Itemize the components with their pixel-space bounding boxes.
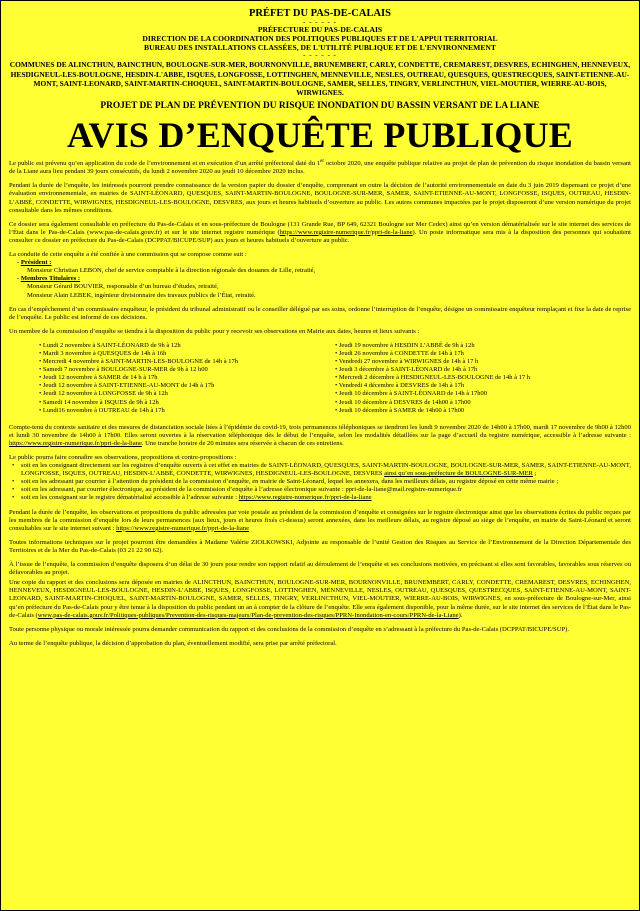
- project-title: PROJET DE PLAN DE PRÉVENTION DU RISQUE INONDATION DU BASSIN VERSANT DE LA LIANE: [100, 101, 540, 112]
- member-name: Monsieur Gérard BOUVIER, responsable d’un bureau d’études, retraité,: [27, 283, 219, 291]
- permanence-item: • Jeudi 12 novembre à SAMER de 14 h à 17h: [39, 374, 335, 382]
- permanence-item: • Jeudi 10 décembre à SAMER de 14h00 à 17h00: [335, 407, 631, 415]
- list-item: • soit en les consignant directement sur les registres d’enquête ouverts à cet effet en mairies de SAINT-LÉONARD, QUESQUES, SAINT-MARTIN-BOULOGNE, BOULOGNE-SUR-MER, SAMER, SAINT-ETIENNE-AU-MONT, LONGFOSSE, ISQUES, OUTREAU, HESDIN-L’ABBÉ, CONDETTE, WIRWIGNES, HESDIGNEUL-LES-BOULOGNE, DESVRES ainsi qu’en sous-préfecture de BOULOGNE-SUR-MER ;: [9, 462, 631, 478]
- president-name: Monsieur Christian LEBON, chef de service comptable à la direction régionale des douanes de Lille, retraité,: [27, 267, 316, 275]
- list-item: • soit en les adressant par courrier à l’attention du président de la commission d’enquête, en mairie de Saint-Léonard, lequel les annexera, dans les meilleurs délais, au registre déposé en cette même mairie ;: [9, 478, 631, 486]
- permanences-column-right: [335, 342, 631, 415]
- consultation-paragraph: Pendant la durée de l’enquête, les intéressés pourront prendre connaissance de la version papier du dossier d’enquête, comprenant en outre la décision de l’autorité environnementale en date du 3 juin 2019 dispensant ce projet d’une évaluation environnementale, en mairies de SAINT-LÉONARD, QUESQUES, SAINT-MARTIN-BOULOGNE, BOULOGNE-SUR-MER, SAMER, SAINT-ETIENNE-AU-MONT, LONGFOSSE, ISQUES, OUTREAU, HESDIN-L’ABBÉ, CONDETTE, WIRWIGNES, HESDIGNEUL-LES-BOULOGNE, DESVRES, aux jours et heures habituels d’ouverture au public. Les autres communes impactées par le projet disposeront d’une version numérique du projet consultable dans les mêmes conditions.: [9, 182, 631, 214]
- prefecture-heading: PRÉFECTURE DU PAS-DE-CALAIS: [257, 25, 383, 34]
- member-name: Monsieur Alain LEBEK, ingénieur divisionnaire des travaux publics de l’État, retraité.: [27, 291, 256, 299]
- observation-methods: [9, 462, 631, 502]
- permanence-item: • Samedi 14 novembre à ISQUES de 9h à 12h: [39, 399, 335, 407]
- online-dossier-paragraph: Ce dossier sera également consultable en préfecture du Pas-de-Calais et en sous-préfecture de Boulogne (131 Grande Rue, BP 649, 62321 Boulogne sur Mer Cedex) ainsi qu’en version dématérialisée sur le site internet des services de l’État dans le Pas-de-Calais (www.pas-de-calais.gouv.fr) et sur le site internet registre numérique (https://www.registre-numerique.fr/ppri-de-la-liane). Un poste informatique sera mis à la disposition des personnes qui souhaitent consulter ce dossier en préfecture du Pas-de-Calais (DCPPAT/BICUPE/SUP) aux jours et heures habituels d’ouverture au public.: [9, 220, 632, 244]
- bureau-heading: BUREAU DES INSTALLATIONS CLASSÉES, DE L'UTILITÉ PUBLIQUE ET DE L'ENVIRONNEMENT: [144, 42, 496, 52]
- permanence-item: • Jeudi 26 novembre à CONDETTE de 14h à 17h: [335, 350, 631, 358]
- notice-title: AVIS D’ENQUÊTE PUBLIQUE: [66, 115, 574, 156]
- permanence-item: • Mercredi 4 novembre à SAINT-MARTIN-LES-BOULOGNE de 14h à 17h: [39, 358, 335, 366]
- permanence-item: • Jeudi 12 novembre à SAINT-ETIENNE-AU-MONT de 14h à 17h: [39, 382, 335, 390]
- registry-link[interactable]: https://www.registre-numerique.fr/ppri-de-la-liane: [238, 494, 372, 502]
- communication-paragraph: Toute personne physique ou morale intéressée pourra demander communication du rapport et des conclusions de la commission d’enquête en s’adressant à la préfecture du Pas-de-Calais (DCPPAT/BICUPE/SUP).: [9, 625, 569, 633]
- permanences-intro: Un membre de la commission d’enquête se tiendra à la disposition du public pour y recevoir ses observations en Mairie aux dates, heures et lieux suivants :: [9, 327, 420, 335]
- permanence-item: • Vendredi 27 novembre à WIRWIGNES de 14h à 17 h: [335, 358, 631, 366]
- commission-section: [9, 251, 631, 300]
- permanences-column-left: [39, 342, 335, 415]
- prefecture-link[interactable]: www.pas-de-calais.gouv.fr/Politiques-publiques/Prevention-des-risques-majeurs/Plan-de-prevention-des-risques/PPRN-Inondation-en-cours/PPRN-de-la-Liane: [37, 611, 459, 619]
- permanence-item: • Jeudi 10 décembre à DESVRES de 14h00 à 17h00: [335, 399, 631, 407]
- permanence-item: • Lundi16 novembre à OUTREAU de 14h à 17h: [39, 407, 335, 415]
- divider-dashes: - - - - - -: [303, 51, 337, 60]
- direction-heading: DIRECTION DE LA COORDINATION DES POLITIQUES PUBLIQUES ET DE L'APPUI TERRITORIAL: [142, 33, 498, 43]
- divider-dashes: - - - - - -: [303, 18, 337, 26]
- observations-intro: Le public pourra faire connaître ses observations, propositions et contre-propositions :: [9, 454, 237, 462]
- president-label: - Président :: [17, 259, 52, 267]
- registry-link[interactable]: https://www.registre-numerique.fr/ppri-de-la-liane: [116, 524, 250, 532]
- report-copy-paragraph: Une copie du rapport et des conclusions sera déposée en mairies de ALINCTHUN, BAINCTHUN, BOULOGNE-SUR-MER, BOURNONVILLE, BRUNEMBERT, CARLY, CONDETTE, CREMAREST, DESVRES, ECHINGHEN, HENNEVEUX, HESDIGNEUL-LES-BOULOGNE, HESDIN-L’ABBE, ISQUES, LONGFOSSE, LOTTINGHEN, MENNEVILLE, NESLES, OUTREAU, QUESQUES, QUESTRECQUES, SAINT-ETIENNE-AU-MONT, SAINT-LEONARD, SAINT-MARTIN-CHOQUEL, SAINT-MARTIN-BOULOGNE, SAMER, SELLES, TINGRY, VERLINCTHUN, VIEL-MOUTIER, WIERRE-AU-BOIS, WIRWIGNES, en sous-préfecture de Boulogne-sur-Mer, ainsi qu’en préfecture du Pas-de-Calais pour y être tenue à la disposition du public pendant un an à compter de la clôture de l’enquête. Elle sera également disponible, pour la même durée, sur le site internet des services de l’État dans le Pas-de-Calais (www.pas-de-calais.gouv.fr/Politiques-publiques/Prevention-des-risques-majeurs/Plan-de-prevention-des-risques/PPRN-Inondation-en-cours/PPRN-de-la-Liane).: [9, 579, 631, 619]
- permanence-item: • Jeudi 19 novembre à HESDIN L’ABBÉ de 9h à 12h: [335, 342, 631, 350]
- list-item: • soit en les consignant sur le registre dématérialisé accessible à l’adresse suivante : https://www.registre-numerique.fr/ppri-de-la-liane: [9, 494, 631, 502]
- list-item: • soit en les adressant, par courrier électronique, au président de la commission d’enquête à l’adresse électronique suivante : ppri-de-la-liane@mail.registre-numerique.fr: [9, 486, 631, 494]
- observations-annex-paragraph: Pendant la durée de l’enquête, les observations et propositions du public adressées par voie postale au président de la commission d’enquête et consignées sur le registre électronique ainsi que les observations écrites du public reçues par les membres de la commission d’enquête lors de leurs permanences (aux lieux, jours et heures fixés ci-dessus) seront annexées, dans les meilleurs délais, au registre déposé au siège de l’enquête, en mairie de Saint-Léonard et seront consultables sur le site internet suivant : https://www.registre-numerique.fr/ppri-de-la-liane: [9, 508, 631, 532]
- permanences-list: [9, 342, 631, 415]
- permanence-item: • Mardi 3 novembre à QUESQUES de 14h à 16h: [39, 350, 335, 358]
- commission-intro: La conduite de cette enquête a été confiée à une commission qui se compose comme suit :: [9, 251, 247, 259]
- replacement-paragraph: En cas d’empêchement d’un commissaire enquêteur, le président du tribunal administratif ou le conseiller délégué par ses soins, ordonne l’interruption de l’enquête, désigne un commissaire enquêteur remplaçant et fixe la date de reprise de l’enquête. Le public est informé de ces décisions.: [9, 305, 631, 321]
- permanence-item: • Samedi 7 novembre à BOULOGNE-SUR-MER de 9h à 12 h00: [39, 366, 335, 374]
- registry-link[interactable]: https://www.registre-numerique.fr/ppri-de-la-liane: [9, 439, 142, 447]
- technical-info-paragraph: Toutes informations techniques sur le projet pourront être demandées à Madame Valérie ZIOLKOWSKI, Adjointe au responsable de l’unité Gestion des Risques au Service de l’Environnement de la Direction Départementale des Territoires et de la Mer du Pas-de-Calais (03 21 22 90 62).: [9, 538, 631, 554]
- phone-permanences-paragraph: Compte-tenu du contexte sanitaire et des mesures de distanciation sociale liées à l’épidémie du covid-19, trois permanences téléphoniques se tiendront les lundi 9 novembre 2020 de 14h00 à 17h00, mardi 17 novembre de 9h00 à 12h00 et lundi 30 novembre de 14h00 à 17h00. Elles seront ouvertes à la réservation téléphonique dès le début de l’enquête, selon les modalités détaillées sur la page d’accueil du registre numérique, accessible à l’adresse suivante : https://www.registre-numerique.fr/ppri-de-la-liane. Une tranche horaire de 20 minutes sera réservée à chacun de ces entretiens.: [9, 423, 631, 447]
- registry-link[interactable]: https://www.registre-numerique.fr/ppri-de-la-liane: [279, 228, 413, 236]
- prefect-heading: PRÉFET DU PAS-DE-CALAIS: [249, 8, 391, 19]
- communes-list: COMMUNES DE ALINCTHUN, BAINCTHUN, BOULOGNE-SUR-MER, BOURNONVILLE, BRUNEMBERT, CARLY, CONDETTE, CREMAREST, DESVRES, ECHINGHEN, HENNEVEUX, HESDIGNEUL-LES-BOULOGNE, HESDIN-L'ABBE, ISQUES, LONGFOSSE, LOTTINGHEN, MENNEVILLE, NESLES, OUTREAU, QUESQUES, QUESTRECQUES, SAINT-ETIENNE-AU-MONT, SAINT-LEONARD, SAINT-MARTIN-CHOQUEL, SAINT-MARTIN-BOULOGNE, SAMER, SELLES, TINGRY, VERLINCTHUN, VIEL-MOUTIER, WIERRE-AU-BOIS, WIRWIGNES.: [9, 60, 631, 97]
- permanence-item: • Mercredi 2 décembre à HESDIGNEUL-LES-BOULOGNE de 14h à 17 h: [335, 374, 631, 382]
- permanence-item: • Vendredi 4 décembre à DESVRES de 14h à 17h: [335, 382, 631, 390]
- intro-paragraph: Le public est prévenu qu’en application du code de l’environnement et en exécution d’un arrêté préfectoral daté du 1er octobre 2020, une enquête publique relative au projet de plan de prévention du risque inondation du bassin versant de la Liane aura lieu pendant 39 jours consécutifs, du lundi 2 novembre 2020 au jeudi 10 décembre 2020 inclus.: [9, 159, 631, 176]
- permanence-item: • Jeudi 10 décembre à SAINT-LÉONARD de 14h à 17h00: [335, 390, 631, 398]
- permanence-item: • Jeudi 3 décembre à SAINT-LÉONARD de 14h à 17h: [335, 366, 631, 374]
- decision-paragraph: Au terme de l’enquête publique, la décision d’approbation du plan, éventuellement modifié, sera prise par arrêté préfectoral.: [9, 639, 337, 647]
- report-deadline-paragraph: À l’issue de l’enquête, la commission d’enquête disposera d’un délai de 30 jours pour rendre son rapport relatif au déroulement de l’enquête et ses conclusions motivées, en précisant si elles sont favorables, favorables sous réserves ou défavorables au projet.: [9, 561, 631, 577]
- permanence-item: • Lundi 2 novembre à SAINT-LÉONARD de 9h à 12h: [39, 342, 335, 350]
- members-label: - Membres Titulaires :: [17, 275, 81, 283]
- permanence-item: • Jeudi 12 novembre à LONGFOSSE de 9h à 12h: [39, 390, 335, 398]
